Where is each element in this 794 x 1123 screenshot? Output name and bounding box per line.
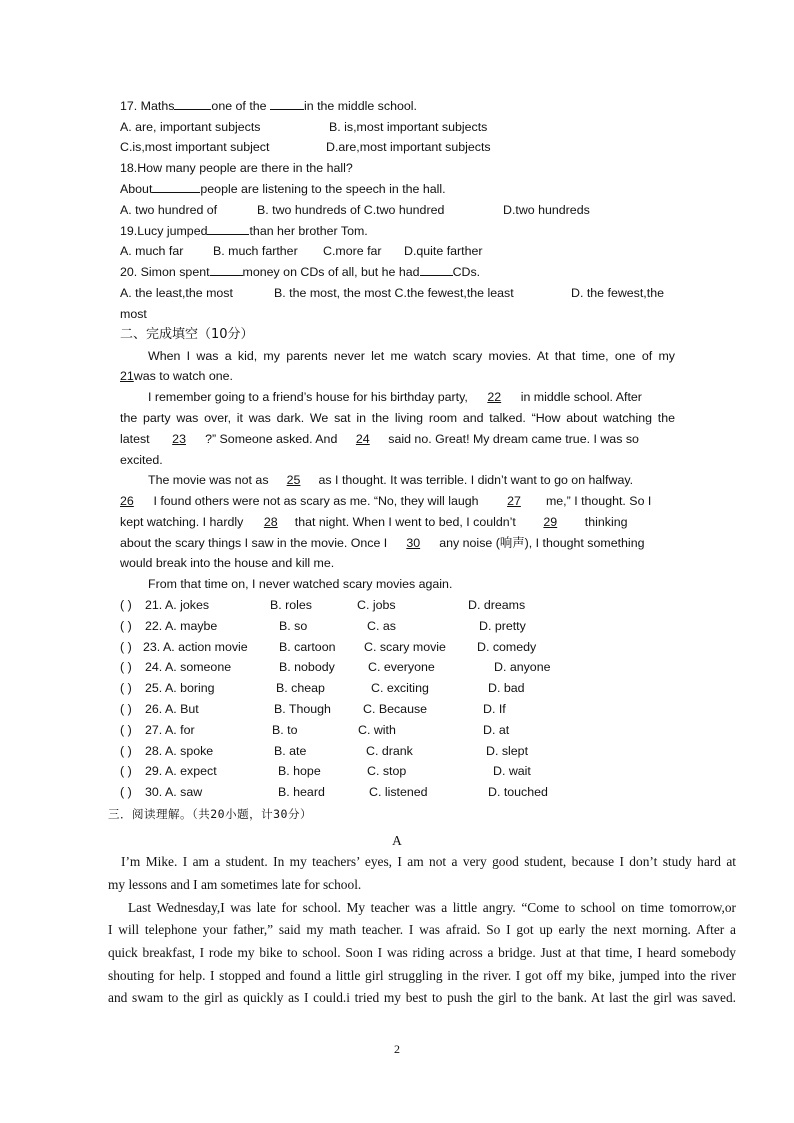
- blank-number: 25: [286, 473, 301, 487]
- cloze-text: excited.: [120, 453, 163, 467]
- question-17: [120, 96, 675, 117]
- option-wrap: most: [120, 307, 147, 321]
- cloze-line: [120, 491, 675, 512]
- section-heading-reading: 三．阅读理解。（共20小题，计30分）: [108, 807, 312, 821]
- cloze-line: [120, 533, 675, 554]
- cloze-text: any noise (响声), I thought something: [439, 536, 645, 550]
- cloze-line: [120, 429, 675, 450]
- option-a: 27. A. for: [145, 723, 195, 737]
- cloze-text: the party was over, it was dark. We sat in the living room and talked. “How about watching the: [120, 411, 675, 425]
- question-text: 20. Simon spent: [120, 265, 210, 279]
- option: D.two hundreds: [503, 203, 590, 217]
- blank-number: 29: [543, 515, 558, 529]
- option-b: B. ate: [274, 744, 307, 758]
- blank-number: 26: [120, 494, 134, 508]
- answer-paren: ( ): [120, 619, 132, 633]
- question-20: [120, 262, 675, 283]
- cloze-text: that night. When I went to bed, I couldn’t: [294, 515, 516, 529]
- option-a: 25. A. boring: [145, 681, 215, 695]
- passage-label: A: [392, 833, 402, 848]
- cloze-question: [120, 720, 590, 740]
- option-a: 21. A. jokes: [145, 598, 210, 612]
- option: B. the most, the most C.the fewest,the least: [274, 286, 514, 300]
- option-d: D. at: [483, 723, 510, 737]
- option-b: B. roles: [270, 598, 313, 612]
- option-a: 28. A. spoke: [145, 744, 214, 758]
- blank-number: 30: [406, 536, 421, 550]
- option-d: D. wait: [493, 764, 531, 778]
- cloze-text: was to watch one.: [133, 369, 233, 383]
- cloze-question: [120, 741, 590, 761]
- cloze-text: would break into the house and kill me.: [120, 556, 335, 570]
- option-b: B. so: [279, 619, 308, 633]
- option-b: B. to: [272, 723, 298, 737]
- option-c: C. exciting: [371, 681, 429, 695]
- answer-blank: [420, 262, 453, 276]
- option-b: B. cartoon: [279, 640, 336, 654]
- cloze-question: [120, 637, 590, 657]
- options-19: [120, 241, 590, 261]
- option-c: C. as: [367, 619, 396, 633]
- answer-blank: [210, 262, 243, 276]
- option: A. the least,the most: [120, 286, 233, 300]
- option-d: D. anyone: [494, 660, 551, 674]
- blank-number: 27: [507, 494, 521, 508]
- answer-blank: [207, 221, 249, 235]
- cloze-text: said no. Great! My dream came true. I was so: [388, 432, 639, 446]
- cloze-text: in middle school. After: [520, 390, 642, 404]
- cloze-text: thinking: [584, 515, 628, 529]
- option: D. the fewest,the: [571, 286, 664, 300]
- options-18: [120, 200, 590, 220]
- cloze-line: [148, 387, 675, 408]
- option-b: B. Though: [274, 702, 331, 716]
- option: B. two hundreds of C.two hundred: [257, 203, 445, 217]
- option: B. much farther: [213, 244, 298, 258]
- option-c: C. stop: [367, 764, 407, 778]
- option-d: D. touched: [488, 785, 548, 799]
- option-b: B. heard: [278, 785, 325, 799]
- answer-blank: [174, 96, 211, 110]
- option-d: D. If: [483, 702, 506, 716]
- option-c: C. with: [358, 723, 396, 737]
- answer-paren: ( ): [120, 702, 132, 716]
- question-text: one of the: [211, 99, 270, 113]
- cloze-text: kept watching. I hardly: [120, 515, 244, 529]
- cloze-text: as I thought. It was terrible. I didn’t want to go on halfway.: [318, 473, 634, 487]
- option: D.are,most important subjects: [326, 140, 491, 154]
- option-a: 26. A. But: [145, 702, 199, 716]
- question-text: money on CDs of all, but he had: [242, 265, 420, 279]
- blank-number: 21: [120, 369, 134, 383]
- answer-paren: ( ): [120, 640, 132, 654]
- option-a: 29. A. expect: [145, 764, 217, 778]
- cloze-text: latest: [120, 432, 150, 446]
- question-text: 19.Lucy jumped: [120, 224, 208, 238]
- answer-paren: ( ): [120, 723, 132, 737]
- passage-text: I’m Mike. I am a student. In my teachers’ eyes, I am not a very good student, because I don’t study hard at: [121, 854, 736, 869]
- option-c: C. scary movie: [364, 640, 446, 654]
- cloze-text: about the scary things I saw in the movie. Once I: [120, 536, 388, 550]
- blank-number: 28: [263, 515, 278, 529]
- answer-blank: [152, 179, 200, 193]
- cloze-text: I remember going to a friend’s house for his birthday party,: [148, 390, 468, 404]
- option: B. is,most important subjects: [329, 120, 488, 134]
- option-a: 30. A. saw: [145, 785, 203, 799]
- cloze-question: [120, 678, 590, 698]
- passage-text: I will telephone your father,” said my math teacher. I was afraid. So I got up early the next morning. After a: [108, 922, 736, 937]
- answer-paren: ( ): [120, 744, 132, 758]
- cloze-text: me,” I thought. So I: [545, 494, 652, 508]
- passage-text: quick breakfast, I rode my bike to school. Soon I was riding across a bridge. Just at that time, I heard somebody: [108, 945, 736, 960]
- blank-number: 23: [172, 432, 186, 446]
- option: A. much far: [120, 244, 184, 258]
- question-text: in the middle school.: [303, 99, 417, 113]
- cloze-question: [120, 595, 590, 615]
- answer-paren: ( ): [120, 785, 132, 799]
- options-20: [120, 283, 680, 303]
- option-c: C. Because: [363, 702, 428, 716]
- question-text: than her brother Tom.: [249, 224, 368, 238]
- passage-text: my lessons and I am sometimes late for school.: [108, 877, 362, 892]
- cloze-line: [120, 366, 675, 387]
- passage-text: Last Wednesday,I was late for school. My teacher was a little angry. “Come to school on time tomorrow,or: [128, 900, 736, 915]
- cloze-text: From that time on, I never watched scary movies again.: [148, 577, 453, 591]
- question-text: CDs.: [452, 265, 481, 279]
- cloze-text: ?” Someone asked. And: [205, 432, 338, 446]
- option-c: C. listened: [369, 785, 428, 799]
- option-d: D. slept: [486, 744, 529, 758]
- question-text: 17. Maths: [120, 99, 175, 113]
- question-text: people are listening to the speech in the hall.: [200, 182, 446, 196]
- option: A. two hundred of: [120, 203, 218, 217]
- blank-number: 24: [355, 432, 370, 446]
- blank-number: 22: [487, 390, 502, 404]
- answer-paren: ( ): [120, 660, 132, 674]
- option-a: 22. A. maybe: [145, 619, 218, 633]
- cloze-line: [148, 470, 675, 491]
- option-a: 23. A. action movie: [143, 640, 248, 654]
- passage-text: and swam to the girl as quickly as I could.i tried my best to push the girl to the bank. At last the girl was saved.: [108, 990, 736, 1005]
- question-18: [120, 158, 675, 179]
- answer-paren: ( ): [120, 681, 132, 695]
- option-d: D. pretty: [479, 619, 526, 633]
- option: D.quite farther: [404, 244, 483, 258]
- options-17-cd: [120, 137, 590, 157]
- cloze-question: [120, 761, 590, 781]
- options-17-ab: [120, 117, 590, 137]
- option: C.more far: [323, 244, 382, 258]
- cloze-question: [120, 782, 590, 802]
- option-b: B. nobody: [279, 660, 335, 674]
- cloze-text: The movie was not as: [148, 473, 269, 487]
- cloze-question: [120, 699, 590, 719]
- option-c: C. everyone: [368, 660, 435, 674]
- option-d: D. comedy: [477, 640, 537, 654]
- option-d: D. bad: [488, 681, 525, 695]
- answer-blank: [270, 96, 304, 110]
- cloze-question: [120, 616, 590, 636]
- cloze-text: When I was a kid, my parents never let me watch scary movies. At that time, one of my: [148, 349, 675, 363]
- section-heading-cloze: 二、完成填空（10分）: [120, 327, 254, 342]
- option-a: 24. A. someone: [145, 660, 232, 674]
- cloze-text: I found others were not as scary as me. “No, they will laugh: [153, 494, 479, 508]
- cloze-line: [120, 512, 675, 533]
- passage-text: shouting for help. I stopped and found a little girl struggling in the river. I got off my bike, jumped into the river: [108, 968, 736, 983]
- answer-paren: ( ): [120, 598, 132, 612]
- option-c: C. drank: [366, 744, 413, 758]
- question-text: About: [120, 182, 153, 196]
- page-number: 2: [394, 1042, 400, 1056]
- answer-paren: ( ): [120, 764, 132, 778]
- option-d: D. dreams: [468, 598, 526, 612]
- option-c: C. jobs: [357, 598, 396, 612]
- question-18-line2: [120, 179, 675, 200]
- cloze-question: [120, 657, 590, 677]
- option: A. are, important subjects: [120, 120, 261, 134]
- option-b: B. cheap: [276, 681, 325, 695]
- question-text: 18.How many people are there in the hall?: [120, 161, 353, 175]
- option: C.is,most important subject: [120, 140, 270, 154]
- question-19: [120, 221, 675, 242]
- option-b: B. hope: [278, 764, 321, 778]
